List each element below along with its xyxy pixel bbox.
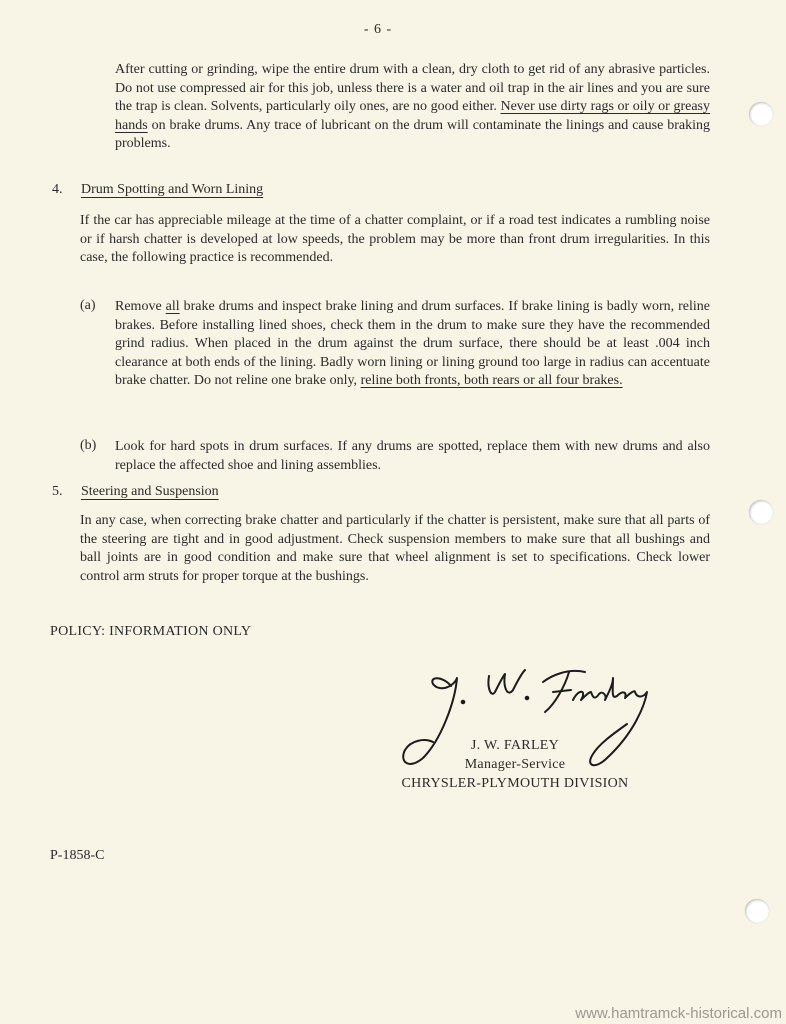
page-number: - 6 -: [363, 22, 393, 37]
intro-text-end: on brake drums. Any trace of lubricant on the drum will contaminate the linings and cause braking problems.: [115, 117, 710, 152]
signatory-title: Manager-Service: [464, 757, 566, 772]
handwritten-signature: [395, 662, 685, 772]
binder-hole-bottom: [745, 899, 769, 923]
section-5-number: 5.: [52, 484, 63, 499]
intro-underlined-warning: Never use dirty rags or oily or greasy hands: [115, 99, 710, 133]
section-4-number: 4.: [52, 182, 63, 197]
signatory-name: J. W. FARLEY: [470, 738, 560, 753]
section-4-title: Drum Spotting and Worn Lining: [81, 182, 264, 197]
intro-text: After cutting or grinding, wipe the entire drum with a clean, dry cloth to get rid of any abrasive particles. Do not use compressed air for this job, unless there is a water and oil trap in the air lines and you are sure the trap is clean. Solvents, particularly oily ones, are no good either.: [115, 62, 710, 115]
item-a-underlined-instruction: reline both fronts, both rears or all four brakes.: [360, 373, 623, 389]
item-b-label: (b): [80, 438, 97, 453]
binder-hole-middle: [749, 500, 773, 524]
item-a-underlined-all: all: [165, 299, 180, 314]
document-code: P-1858-C: [50, 848, 105, 863]
item-a-text-mid: brake drums and inspect brake lining and drum surfaces. If brake lining is badly worn, reline brakes. Before installing lined shoes, check them in the drum to make sure they have the recommended grind radius. When placed in the drum against the drum surface, there should be at least .004 inch clearance at both ends of the lining. Badly worn lining or lining ground too large in radius can accentuate brake chatter. Do not reline one brake only,: [115, 299, 711, 389]
item-a-text-start: Remove: [115, 299, 166, 314]
item-a-text: [115, 298, 710, 391]
watermark: www.hamtramck-historical.com: [575, 1005, 782, 1022]
section-5-title: Steering and Suspension: [81, 484, 219, 499]
binder-hole-top: [749, 102, 773, 126]
intro-paragraph: [115, 61, 710, 154]
signatory-division: CHRYSLER-PLYMOUTH DIVISION: [401, 776, 629, 791]
section-4-body: If the car has appreciable mileage at the time of a chatter complaint, or if a road test indicates a rumbling noise or if harsh chatter is developed at low speeds, the problem may be more than front drum irregularities. In this case, the following practice is recommended.: [80, 213, 710, 266]
policy-line: POLICY: INFORMATION ONLY: [50, 624, 252, 639]
item-a-label: (a): [80, 298, 96, 313]
section-5-body: In any case, when correcting brake chatter and particularly if the chatter is persistent, make sure that all parts of the steering are tight and in good adjustment. Check suspension members to make sure that all bushings and ball joints are in good condition and make sure that wheel alignment is set to specifications. Check lower control arm struts for proper torque at the bushings.: [80, 513, 710, 584]
item-b-text: Look for hard spots in drum surfaces. If any drums are spotted, replace them with new drums and also replace the affected shoe and lining assemblies.: [115, 439, 710, 473]
